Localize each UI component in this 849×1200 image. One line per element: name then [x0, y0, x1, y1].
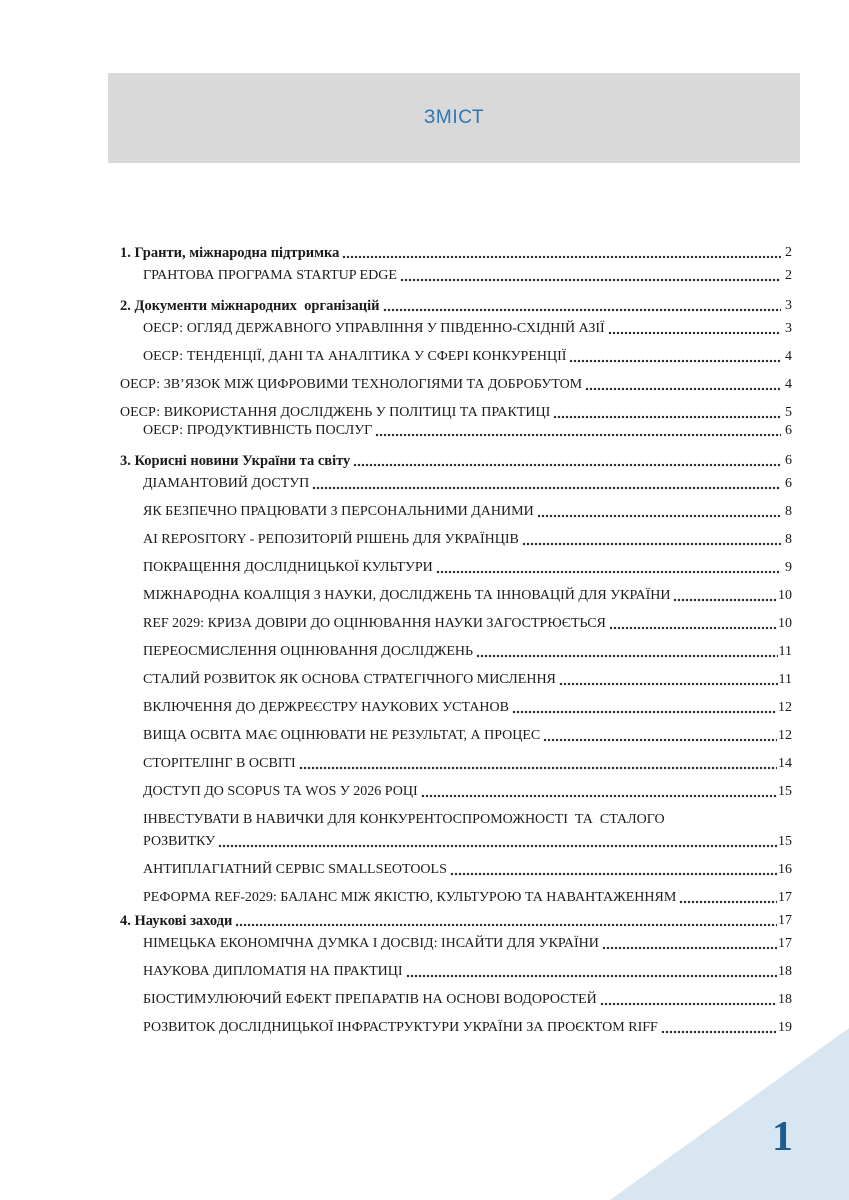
- toc-entry-title: ДІАМАНТОВИЙ ДОСТУП: [143, 476, 310, 491]
- dot-leader: [569, 348, 781, 366]
- dot-leader: [218, 833, 777, 851]
- toc-entry-title: 1. Гранти, міжнародна підтримка: [120, 245, 340, 261]
- toc-entry-page: 18: [778, 964, 792, 979]
- toc-entry-page: 9: [785, 560, 792, 575]
- dot-leader: [476, 643, 777, 661]
- toc-entry-page: 15: [778, 784, 792, 799]
- dot-leader: [436, 559, 781, 577]
- toc-entry-title: СТОРІТЕЛІНГ В ОСВІТІ: [143, 756, 296, 771]
- toc-entry-page: 15: [778, 834, 792, 849]
- toc-entry[interactable]: [120, 783, 792, 801]
- toc-entry[interactable]: [120, 727, 792, 745]
- dot-leader: [609, 615, 777, 633]
- toc-entry-page: 17: [778, 913, 792, 928]
- toc-entry-title: РЕФОРМА REF-2029: БАЛАНС МІЖ ЯКІСТЮ, КУЛЬТУРОЮ ТА НАВАНТАЖЕННЯМ: [143, 890, 677, 905]
- toc-entry[interactable]: [120, 404, 792, 422]
- toc-entry-title: ВКЛЮЧЕННЯ ДО ДЕРЖРЕЄСТРУ НАУКОВИХ УСТАНОВ: [143, 700, 509, 715]
- toc-entry[interactable]: [120, 935, 792, 953]
- toc-entry-page: 14: [778, 756, 792, 771]
- toc-entry-page: 19: [778, 1020, 792, 1035]
- toc-entry-title: ОЕСР: ВИКОРИСТАННЯ ДОСЛІДЖЕНЬ У ПОЛІТИЦІ ТА ПРАКТИЦІ: [120, 405, 551, 420]
- dot-leader: [299, 755, 777, 773]
- toc-entry-title: БІОСТИМУЛЮЮЧИЙ ЕФЕКТ ПРЕПАРАТІВ НА ОСНОВІ ВОДОРОСТЕЙ: [143, 992, 597, 1007]
- toc-entry-title: ДОСТУП ДО SCOPUS ТА WOS У 2026 РОЦІ: [143, 784, 418, 799]
- contents-title: ЗМІСТ: [423, 107, 485, 128]
- toc-entry-page: 12: [778, 728, 792, 743]
- toc-entry[interactable]: [120, 699, 792, 717]
- toc-entry-title: ІНВЕСТУВАТИ В НАВИЧКИ ДЛЯ КОНКУРЕНТОСПРОМОЖНОСТІ ТА СТАЛОГО: [143, 812, 665, 827]
- toc-entry[interactable]: [120, 963, 792, 981]
- toc-entry[interactable]: [120, 861, 792, 879]
- toc-entry[interactable]: [120, 267, 792, 285]
- toc-entry-title: НІМЕЦЬКА ЕКОНОМІЧНА ДУМКА І ДОСВІД: ІНСАЙТИ ДЛЯ УКРАЇНИ: [143, 936, 599, 951]
- toc-entry[interactable]: [120, 587, 792, 605]
- toc-entry-page: 2: [785, 268, 792, 283]
- toc-entry[interactable]: [120, 912, 792, 930]
- toc-entry-title: ГРАНТОВА ПРОГРАМА STARTUP EDGE: [143, 268, 397, 283]
- toc-entry-title: ПОКРАЩЕННЯ ДОСЛІДНИЦЬКОЇ КУЛЬТУРИ: [143, 560, 433, 575]
- dot-leader: [235, 912, 777, 930]
- toc-entry-title: ОЕСР: ТЕНДЕНЦІЇ, ДАНІ ТА АНАЛІТИКА У СФЕРІ КОНКУРЕНЦІЇ: [143, 349, 567, 364]
- toc-entry[interactable]: [120, 348, 792, 366]
- dot-leader: [673, 587, 777, 605]
- dot-leader: [600, 991, 777, 1009]
- dot-leader: [679, 889, 777, 907]
- toc-entry[interactable]: [120, 643, 792, 661]
- toc-entry-page: 8: [785, 532, 792, 547]
- toc-entry[interactable]: [120, 475, 792, 493]
- toc-entry-page: 4: [785, 377, 792, 392]
- toc-entry-page: 6: [785, 453, 792, 468]
- toc-entry-page: 6: [785, 423, 792, 438]
- toc-entry[interactable]: [120, 503, 792, 521]
- toc-entry[interactable]: [120, 376, 792, 394]
- dot-leader: [421, 783, 777, 801]
- toc-entry-title: AI REPOSITORY - РЕПОЗИТОРІЙ РІШЕНЬ ДЛЯ УКРАЇНЦІВ: [143, 532, 519, 547]
- page-number: 1: [772, 1114, 793, 1160]
- toc-entry-title: ОЕСР: ПРОДУКТИВНІСТЬ ПОСЛУГ: [143, 423, 373, 438]
- toc-entry-title: РОЗВИТКУ: [143, 834, 216, 849]
- toc-entry-title: СТАЛИЙ РОЗВИТОК ЯК ОСНОВА СТРАТЕГІЧНОГО МИСЛЕННЯ: [143, 672, 556, 687]
- toc-entry[interactable]: [120, 559, 792, 577]
- toc-entry-title: НАУКОВА ДИПЛОМАТІЯ НА ПРАКТИЦІ: [143, 964, 403, 979]
- toc-entry-title: ОЕСР: ЗВ’ЯЗОК МІЖ ЦИФРОВИМИ ТЕХНОЛОГІЯМИ ТА ДОБРОБУТОМ: [120, 377, 583, 392]
- toc-entry-page: 8: [785, 504, 792, 519]
- dot-leader: [400, 267, 781, 285]
- toc-entry-title: МІЖНАРОДНА КОАЛІЦІЯ З НАУКИ, ДОСЛІДЖЕНЬ ТА ІННОВАЦІЙ ДЛЯ УКРАЇНИ: [143, 588, 671, 603]
- dot-leader: [537, 503, 781, 521]
- toc-entry[interactable]: [120, 811, 792, 829]
- toc-entry[interactable]: [120, 671, 792, 689]
- toc-entry-page: 11: [778, 672, 792, 687]
- toc-entry-page: 18: [778, 992, 792, 1007]
- contents-header-band: [108, 73, 800, 163]
- toc-entry-page: 4: [785, 349, 792, 364]
- toc-entry[interactable]: [120, 320, 792, 338]
- dot-leader: [512, 699, 777, 717]
- toc-entry-page: 12: [778, 700, 792, 715]
- toc-entry[interactable]: [120, 297, 792, 315]
- dot-leader: [585, 376, 781, 394]
- toc-entry-page: 16: [778, 862, 792, 877]
- toc-entry[interactable]: [120, 755, 792, 773]
- toc-entry-page: 10: [778, 616, 792, 631]
- dot-leader: [543, 727, 777, 745]
- dot-leader: [353, 452, 781, 470]
- toc-entry[interactable]: [120, 422, 792, 440]
- dot-leader: [383, 297, 781, 315]
- dot-leader: [608, 320, 781, 338]
- toc-entry-page: 5: [785, 405, 792, 420]
- toc-entry[interactable]: [120, 615, 792, 633]
- toc-entry-page: 3: [785, 298, 792, 313]
- dot-leader: [406, 963, 777, 981]
- dot-leader: [450, 861, 777, 879]
- toc-entry[interactable]: [120, 833, 792, 851]
- dot-leader: [312, 475, 781, 493]
- dot-leader: [342, 244, 781, 262]
- toc-entry[interactable]: [120, 991, 792, 1009]
- toc-entry[interactable]: [120, 452, 792, 470]
- toc-entry-title: 4. Наукові заходи: [120, 913, 233, 929]
- dot-leader: [375, 422, 781, 440]
- toc-entry-title: 3. Корисні новини України та світу: [120, 453, 351, 469]
- toc-entry-title: ЯК БЕЗПЕЧНО ПРАЦЮВАТИ З ПЕРСОНАЛЬНИМИ ДАНИМИ: [143, 504, 534, 519]
- dot-leader: [559, 671, 778, 689]
- toc-entry[interactable]: [120, 1019, 792, 1037]
- toc-entry[interactable]: [120, 531, 792, 549]
- dot-leader: [661, 1019, 777, 1037]
- toc-entry-title: РОЗВИТОК ДОСЛІДНИЦЬКОЇ ІНФРАСТРУКТУРИ УКРАЇНИ ЗА ПРОЄКТОМ RIFF: [143, 1020, 658, 1035]
- dot-leader: [553, 404, 781, 422]
- toc-entry[interactable]: [120, 244, 792, 262]
- toc-entry-page: 17: [778, 890, 792, 905]
- toc-entry-page: 2: [785, 245, 792, 260]
- toc-entry-page: 3: [785, 321, 792, 336]
- toc-entry-title: ВИЩА ОСВІТА МАЄ ОЦІНЮВАТИ НЕ РЕЗУЛЬТАТ, А ПРОЦЕС: [143, 728, 541, 743]
- toc-entry-title: 2. Документи міжнародних організацій: [120, 298, 380, 314]
- toc-entry-title: REF 2029: КРИЗА ДОВІРИ ДО ОЦІНЮВАННЯ НАУКИ ЗАГОСТРЮЄТЬСЯ: [143, 616, 606, 631]
- dot-leader: [522, 531, 781, 549]
- toc-entry-page: 10: [778, 588, 792, 603]
- toc-entry-page: 11: [778, 644, 792, 659]
- toc-entry[interactable]: [120, 889, 792, 907]
- toc-entry-title: АНТИПЛАГІАТНИЙ СЕРВІС SMALLSEOTOOLS: [143, 862, 447, 877]
- toc-list: [120, 244, 792, 1037]
- corner-triangle-decoration: [610, 1028, 849, 1200]
- toc-entry-page: 17: [778, 936, 792, 951]
- toc-entry-page: 6: [785, 476, 792, 491]
- dot-leader: [602, 935, 777, 953]
- toc-entry-title: ПЕРЕОСМИСЛЕННЯ ОЦІНЮВАННЯ ДОСЛІДЖЕНЬ: [143, 644, 474, 659]
- toc-entry-title: ОЕСР: ОГЛЯД ДЕРЖАВНОГО УПРАВЛІННЯ У ПІВДЕННО-СХІДНІЙ АЗІЇ: [143, 321, 605, 336]
